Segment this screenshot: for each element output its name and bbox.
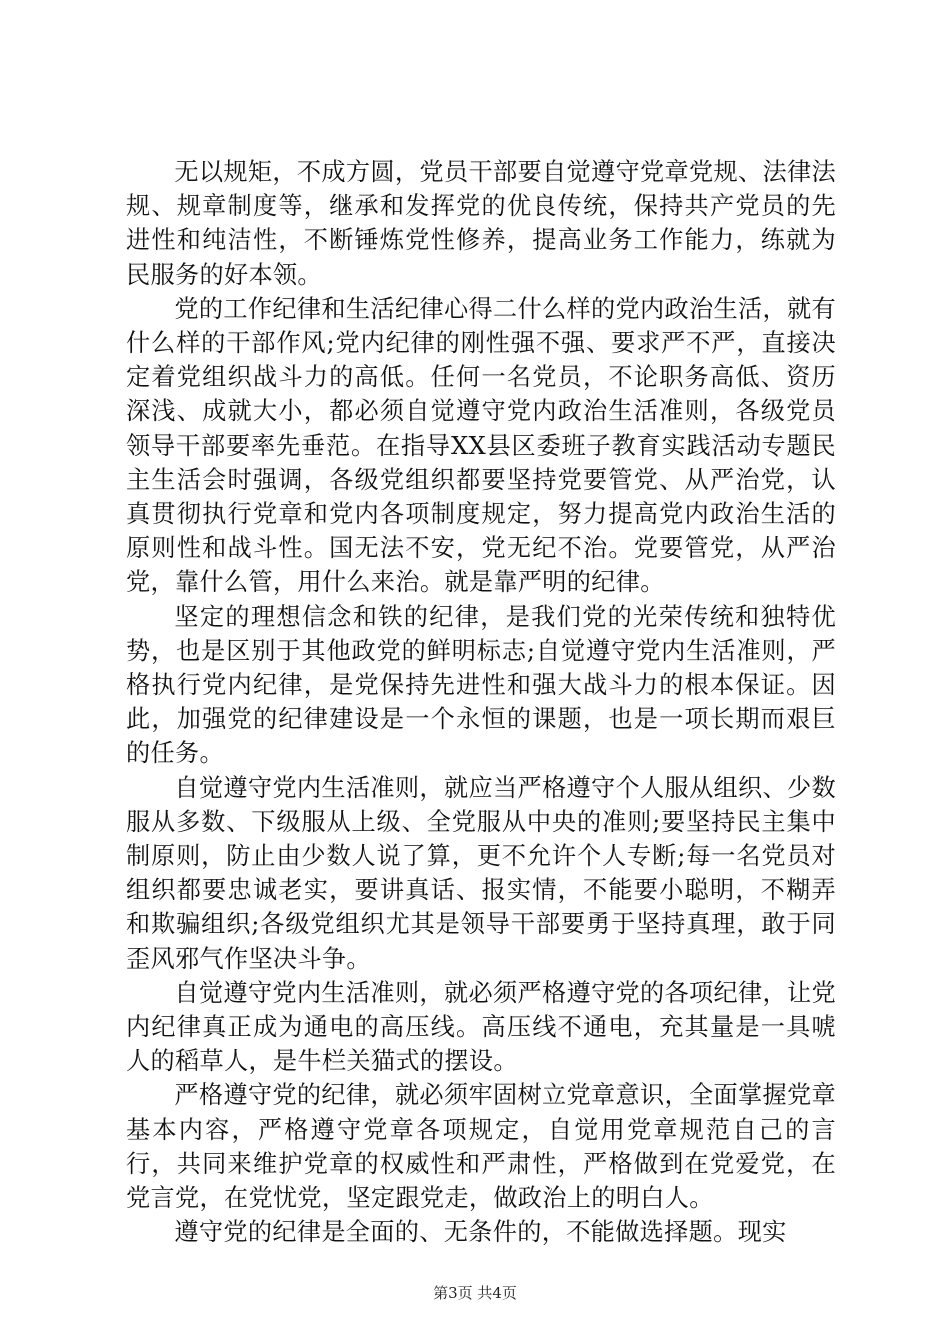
paragraph-2: 党的工作纪律和生活纪律心得二什么样的党内政治生活，就有什么样的干部作风;党内纪律的刚性强不强、要求严不严，直接决定着党组织战斗力的高低。任何一名党员，不论职务高低、资历深浅、成就大小，都必须自觉遵守党内政治生活准则，各级党员领导干部要率先垂范。在指导XX县区委班子教育实践活动专题民主生活会时强调，各级党组织都要坚持党要管党、从严治党，认真贯彻执行党章和党内各项制度规定，努力提高党内政治生活的原则性和战斗性。国无法不安，党无纪不治。党要管党，从严治党，靠什么管，用什么来治。就是靠严明的纪律。 — [126, 294, 836, 597]
paragraph-5: 自觉遵守党内生活准则，就必须严格遵守党的各项纪律，让党内纪律真正成为通电的高压线。高压线不通电，充其量是一具唬人的稻草人，是牛栏关猫式的摆设。 — [126, 978, 836, 1076]
paragraph-7: 遵守党的纪律是全面的、无条件的，不能做选择题。现实 — [174, 1218, 787, 1247]
paragraph-1: 无以规矩，不成方圆，党员干部要自觉遵守党章党规、法律法规、规章制度等，继承和发挥党的优良传统，保持共产党员的先进性和纯洁性，不断锤炼党性修养，提高业务工作能力，练就为民服务的好本领。 — [126, 158, 836, 289]
body-text — [126, 155, 836, 1250]
paragraph-6: 严格遵守党的纪律，就必须牢固树立党章意识，全面掌握党章基本内容，严格遵守党章各项规定，自觉用党章规范自己的言行，共同来维护党章的权威性和严肃性，严格做到在党爱党，在党言党，在党忧党，坚定跟党走，做政治上的明白人。 — [126, 1081, 836, 1213]
page-footer: 第3页 共4页 — [433, 1284, 517, 1302]
paragraph-4: 自觉遵守党内生活准则，就应当严格遵守个人服从组织、少数服从多数、下级服从上级、全党服从中央的准则;要坚持民主集中制原则，防止由少数人说了算，更不允许个人专断;每一名党员对组织都要忠诚老实，要讲真话、报实情，不能要小聪明，不糊弄和欺骗组织;各级党组织尤其是领导干部要勇于坚持真理，敢于同歪风邪气作坚决斗争。 — [126, 773, 836, 973]
paragraph-3: 坚定的理想信念和铁的纪律，是我们党的光荣传统和独特优势，也是区别于其他政党的鲜明标志;自觉遵守党内生活准则，严格执行党内纪律，是党保持先进性和强大战斗力的根本保证。因此，加强党的纪律建设是一个永恒的课题，也是一项长期而艰巨的任务。 — [126, 602, 836, 768]
